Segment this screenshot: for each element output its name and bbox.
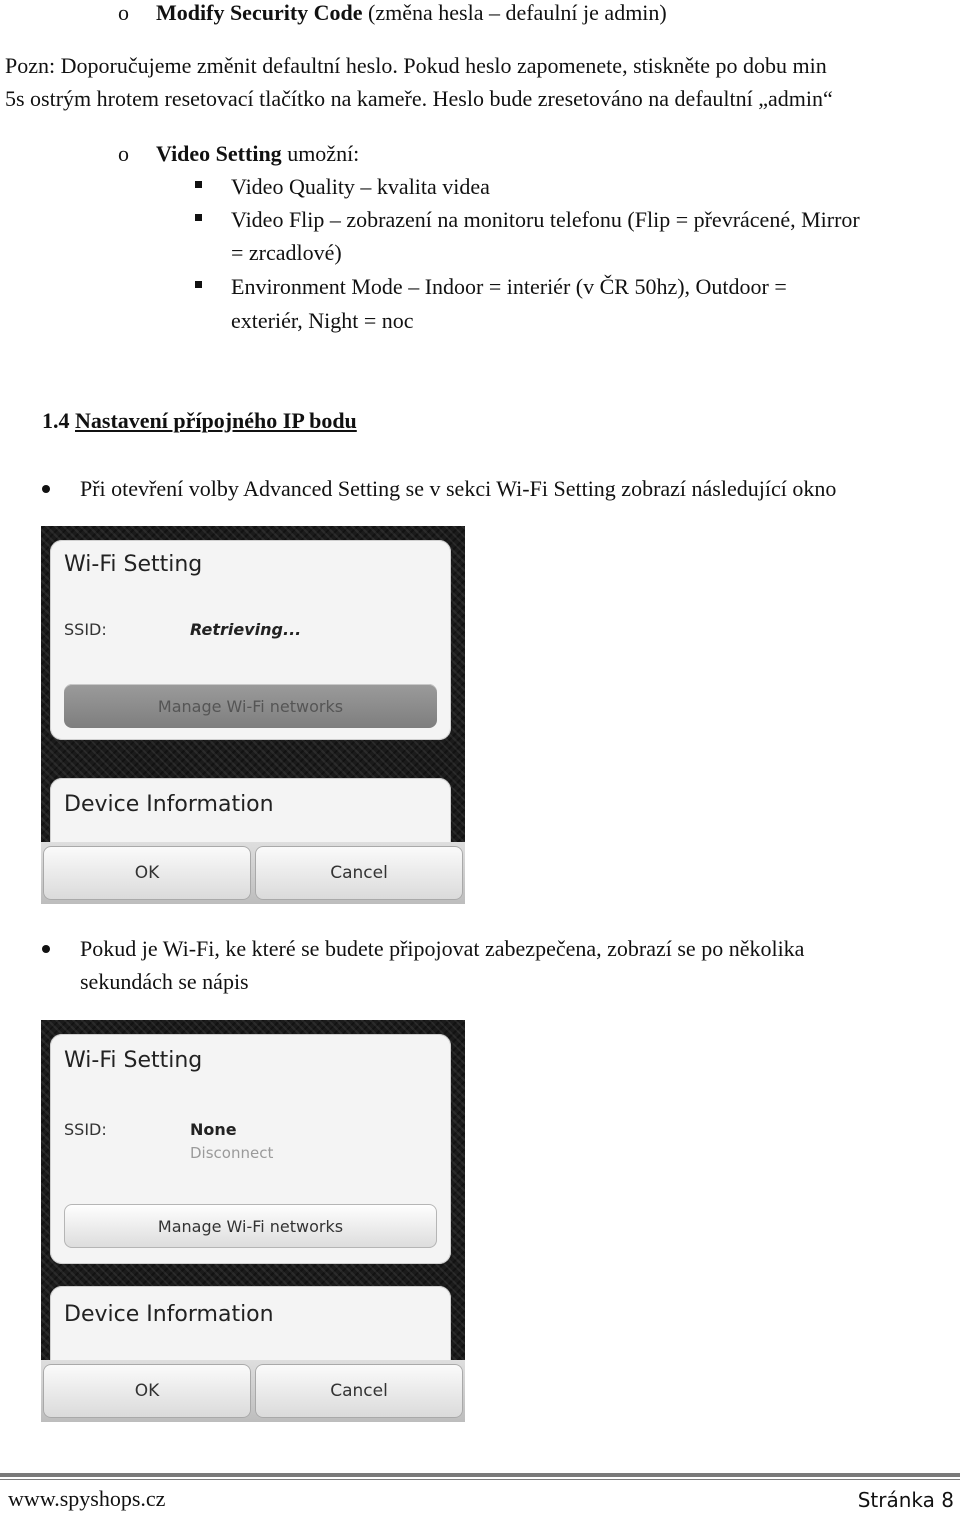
ok-button[interactable]: OK [43,846,251,900]
card-title: Wi-Fi Setting [64,1048,203,1073]
bullet-text-2-line-1: Pokud je Wi-Fi, ke které se budete připojovat zabezpečena, zobrazí se po několika [80,936,805,961]
device-information-title: Device Information [64,1302,274,1327]
device-information-title: Device Information [64,792,274,817]
bullet-text-1: Při otevření volby Advanced Setting se v sekci Wi-Fi Setting zobrazí následující okno [80,476,837,501]
item-text: (změna hesla – defaulní je admin) [362,0,667,25]
ssid-label: SSID: [64,620,107,639]
note-line-1: Pozn: Doporučujeme změnit defaultní heslo. Pokud heslo zapomenete, stiskněte po dobu min [5,53,827,78]
subitem-environment-mode: Environment Mode – Indoor = interiér (v ČR 50hz), Outdoor = [231,274,787,299]
section-heading [42,410,357,432]
square-bullet-icon [195,214,202,221]
item-bold-label: Modify Security Code [156,0,363,25]
bullet-text-2-line-2: sekundách se nápis [80,969,249,994]
footer-rule-thin [0,1479,960,1480]
device-information-card [50,1286,451,1366]
ssid-status: Disconnect [190,1144,274,1162]
card-title: Wi-Fi Setting [64,552,203,577]
section-number: 1.4 [42,408,70,433]
square-bullet-icon [195,281,202,288]
ssid-value: Retrieving... [190,620,302,639]
ssid-value: None [190,1120,237,1139]
subitem-video-quality: Video Quality – kvalita videa [231,174,490,199]
subitem-video-flip-cont: = zrcadlové) [231,240,342,265]
cancel-button[interactable]: Cancel [255,846,463,900]
footer-site-link[interactable]: www.spyshops.cz [8,1486,166,1511]
list-item-modify-security [156,2,667,24]
section-title: Nastavení přípojného IP bodu [75,408,357,433]
device-information-card [50,778,451,848]
screenshot-wifi-setting-none [41,1020,465,1422]
screenshot-wifi-setting-retrieving [41,526,465,904]
note-line-2: 5s ostrým hrotem resetovací tlačítko na kameře. Heslo bude zresetováno na defaultní „admin“ [5,86,833,111]
ok-button[interactable]: OK [43,1364,251,1418]
list-marker: o [118,0,129,25]
manage-wifi-networks-button[interactable]: Manage Wi-Fi networks [64,684,437,728]
item-text: umožní: [281,141,360,166]
subitem-environment-mode-cont: exteriér, Night = noc [231,308,414,333]
footer-page-number: Stránka 8 [857,1488,954,1512]
bullet-icon [42,485,50,493]
ssid-label: SSID: [64,1120,107,1139]
dialog-button-bar [41,1360,465,1422]
subitem-video-flip: Video Flip – zobrazení na monitoru telefonu (Flip = převrácené, Mirror [231,207,860,232]
dialog-button-bar [41,842,465,904]
bullet-icon [42,945,50,953]
cancel-button[interactable]: Cancel [255,1364,463,1418]
square-bullet-icon [195,181,202,188]
manage-wifi-networks-button[interactable]: Manage Wi-Fi networks [64,1204,437,1248]
footer-rule [0,1473,960,1477]
wifi-setting-card [50,540,451,740]
item-bold-label: Video Setting [156,141,282,166]
list-item-video-setting [156,143,359,165]
wifi-setting-card [50,1034,451,1264]
list-marker: o [118,141,129,166]
